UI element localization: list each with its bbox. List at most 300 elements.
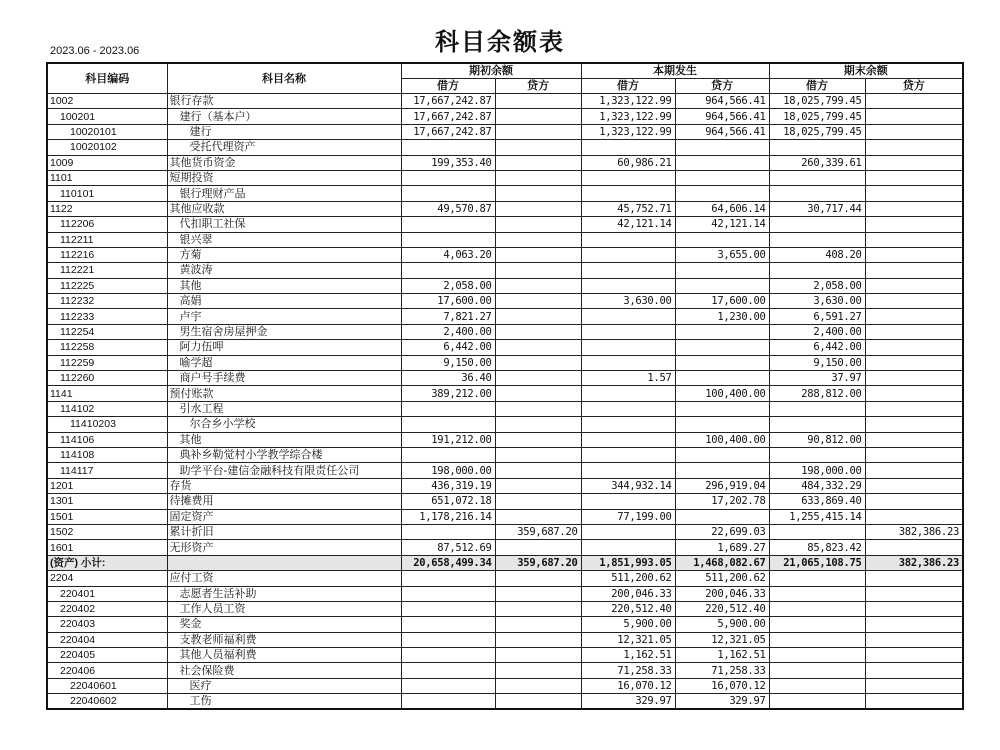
table-row: [47, 478, 963, 493]
closing-debit-cell: 9,150.00: [769, 355, 865, 370]
account-name: 银行存款: [167, 94, 401, 109]
table-row: [47, 109, 963, 124]
current-credit-cell: 1,230.00: [675, 309, 769, 324]
account-code: 112232: [47, 294, 167, 309]
account-code: 220404: [47, 632, 167, 647]
table-row: [47, 386, 963, 401]
table-row: [47, 217, 963, 232]
current-debit-cell: [581, 232, 675, 247]
current-credit-cell: 5,900.00: [675, 617, 769, 632]
current-debit-cell: 1,323,122.99: [581, 109, 675, 124]
account-code: 1501: [47, 509, 167, 524]
header-closing-debit: 借方: [769, 79, 865, 94]
opening-debit-cell: 651,072.18: [401, 494, 495, 509]
opening-debit-cell: 17,667,242.87: [401, 109, 495, 124]
account-name: 存货: [167, 478, 401, 493]
opening-credit-cell: [495, 432, 581, 447]
table-row: [47, 648, 963, 663]
closing-credit-cell: [865, 340, 963, 355]
closing-debit-cell: 2,400.00: [769, 324, 865, 339]
header-opening: 期初余额: [401, 63, 581, 79]
table-row: [47, 678, 963, 693]
table-row: [47, 355, 963, 370]
current-credit-cell: [675, 417, 769, 432]
table-row: [47, 186, 963, 201]
closing-debit-cell: 18,025,799.45: [769, 124, 865, 139]
closing-debit-cell: [769, 217, 865, 232]
account-name: 方菊: [167, 247, 401, 262]
opening-credit-cell: [495, 232, 581, 247]
current-debit-cell: 16,070.12: [581, 678, 675, 693]
account-code: 114102: [47, 401, 167, 416]
header-opening-credit: 贷方: [495, 79, 581, 94]
opening-debit-cell: 17,667,242.87: [401, 94, 495, 109]
account-code: 11410203: [47, 417, 167, 432]
account-name: [167, 555, 401, 570]
opening-debit-cell: [401, 217, 495, 232]
closing-credit-cell: [865, 540, 963, 555]
table-row: [47, 155, 963, 170]
table-row: [47, 463, 963, 478]
table-row: [47, 124, 963, 139]
current-credit-cell: 200,046.33: [675, 586, 769, 601]
closing-credit-cell: [865, 509, 963, 524]
account-name: 典补乡勒觉村小学教学综合楼: [167, 447, 401, 462]
opening-debit-cell: 199,353.40: [401, 155, 495, 170]
opening-debit-cell: 198,000.00: [401, 463, 495, 478]
current-credit-cell: [675, 155, 769, 170]
account-code: 112258: [47, 340, 167, 355]
account-name: 高娟: [167, 294, 401, 309]
account-name: 喻学超: [167, 355, 401, 370]
current-credit-cell: [675, 263, 769, 278]
closing-debit-cell: 6,591.27: [769, 309, 865, 324]
closing-debit-cell: [769, 140, 865, 155]
current-credit-cell: 220,512.40: [675, 601, 769, 616]
opening-credit-cell: [495, 678, 581, 693]
opening-credit-cell: [495, 247, 581, 262]
opening-credit-cell: [495, 648, 581, 663]
table-row: [47, 540, 963, 555]
closing-debit-cell: 408.20: [769, 247, 865, 262]
closing-debit-cell: [769, 586, 865, 601]
account-name: 应付工资: [167, 571, 401, 586]
opening-debit-cell: [401, 186, 495, 201]
closing-debit-cell: [769, 186, 865, 201]
opening-debit-cell: [401, 524, 495, 539]
closing-debit-cell: 37.97: [769, 371, 865, 386]
current-debit-cell: 3,630.00: [581, 294, 675, 309]
account-code: 100201: [47, 109, 167, 124]
closing-debit-cell: [769, 571, 865, 586]
closing-credit-cell: [865, 586, 963, 601]
opening-credit-cell: [495, 155, 581, 170]
current-credit-cell: 964,566.41: [675, 109, 769, 124]
opening-debit-cell: 20,658,499.34: [401, 555, 495, 570]
closing-credit-cell: [865, 278, 963, 293]
account-name: 其他应收款: [167, 201, 401, 216]
current-credit-cell: 511,200.62: [675, 571, 769, 586]
current-credit-cell: [675, 447, 769, 462]
account-code: 110101: [47, 186, 167, 201]
report-period: 2023.06 - 2023.06: [50, 45, 140, 57]
closing-debit-cell: [769, 632, 865, 647]
account-name: 工伤: [167, 694, 401, 710]
account-code: 1002: [47, 94, 167, 109]
closing-credit-cell: [865, 648, 963, 663]
opening-debit-cell: [401, 632, 495, 647]
closing-credit-cell: [865, 294, 963, 309]
account-name: 银行理财产品: [167, 186, 401, 201]
current-debit-cell: 1,323,122.99: [581, 94, 675, 109]
current-credit-cell: 17,202.78: [675, 494, 769, 509]
account-name: 待摊费用: [167, 494, 401, 509]
account-code: 220403: [47, 617, 167, 632]
closing-credit-cell: [865, 355, 963, 370]
current-debit-cell: 1,162.51: [581, 648, 675, 663]
closing-debit-cell: 90,812.00: [769, 432, 865, 447]
closing-credit-cell: [865, 155, 963, 170]
balance-table: [46, 62, 964, 710]
closing-debit-cell: [769, 648, 865, 663]
opening-debit-cell: 87,512.69: [401, 540, 495, 555]
closing-credit-cell: [865, 447, 963, 462]
closing-credit-cell: [865, 217, 963, 232]
opening-debit-cell: [401, 678, 495, 693]
closing-debit-cell: 198,000.00: [769, 463, 865, 478]
closing-debit-cell: [769, 263, 865, 278]
opening-credit-cell: [495, 340, 581, 355]
current-credit-cell: [675, 278, 769, 293]
opening-credit-cell: [495, 371, 581, 386]
account-name: 奖金: [167, 617, 401, 632]
table-row: [47, 232, 963, 247]
table-row: [47, 201, 963, 216]
current-debit-cell: 12,321.05: [581, 632, 675, 647]
current-credit-cell: 100,400.00: [675, 432, 769, 447]
opening-credit-cell: [495, 201, 581, 216]
account-code: 2204: [47, 571, 167, 586]
account-code: 220401: [47, 586, 167, 601]
table-row: [47, 586, 963, 601]
current-debit-cell: 511,200.62: [581, 571, 675, 586]
table-row: [47, 601, 963, 616]
table-row: [47, 571, 963, 586]
account-name: 尔合乡小学校: [167, 417, 401, 432]
account-code: 112206: [47, 217, 167, 232]
account-name: 商户号手续费: [167, 371, 401, 386]
closing-debit-cell: [769, 663, 865, 678]
account-name: 黄波涛: [167, 263, 401, 278]
table-row: [47, 663, 963, 678]
closing-credit-cell: [865, 371, 963, 386]
opening-credit-cell: [495, 386, 581, 401]
opening-credit-cell: [495, 617, 581, 632]
header-closing: 期末余额: [769, 63, 963, 79]
table-row: [47, 401, 963, 416]
header-code: 科目编码: [47, 63, 167, 94]
opening-credit-cell: [495, 170, 581, 185]
closing-credit-cell: [865, 617, 963, 632]
opening-credit-cell: [495, 355, 581, 370]
current-debit-cell: 344,932.14: [581, 478, 675, 493]
closing-debit-cell: [769, 417, 865, 432]
opening-credit-cell: [495, 217, 581, 232]
account-code: 1009: [47, 155, 167, 170]
opening-credit-cell: [495, 94, 581, 109]
current-debit-cell: 200,046.33: [581, 586, 675, 601]
closing-credit-cell: [865, 601, 963, 616]
current-debit-cell: [581, 386, 675, 401]
current-debit-cell: [581, 524, 675, 539]
closing-credit-cell: [865, 494, 963, 509]
current-debit-cell: [581, 309, 675, 324]
closing-debit-cell: 484,332.29: [769, 478, 865, 493]
opening-debit-cell: 389,212.00: [401, 386, 495, 401]
current-credit-cell: [675, 186, 769, 201]
current-debit-cell: [581, 247, 675, 262]
opening-credit-cell: [495, 694, 581, 710]
current-credit-cell: 296,919.04: [675, 478, 769, 493]
current-credit-cell: [675, 140, 769, 155]
account-code: 22040601: [47, 678, 167, 693]
closing-credit-cell: [865, 632, 963, 647]
account-code: 114117: [47, 463, 167, 478]
closing-credit-cell: [865, 309, 963, 324]
closing-credit-cell: [865, 94, 963, 109]
account-code: 112211: [47, 232, 167, 247]
current-debit-cell: 77,199.00: [581, 509, 675, 524]
opening-debit-cell: [401, 401, 495, 416]
account-name: 医疗: [167, 678, 401, 693]
closing-debit-cell: [769, 678, 865, 693]
account-code: 1101: [47, 170, 167, 185]
current-debit-cell: [581, 463, 675, 478]
current-credit-cell: [675, 355, 769, 370]
opening-credit-cell: [495, 140, 581, 155]
table-row: [47, 371, 963, 386]
opening-credit-cell: [495, 309, 581, 324]
current-debit-cell: [581, 447, 675, 462]
opening-credit-cell: [495, 632, 581, 647]
current-debit-cell: 220,512.40: [581, 601, 675, 616]
opening-debit-cell: [401, 694, 495, 710]
opening-credit-cell: [495, 601, 581, 616]
opening-credit-cell: [495, 294, 581, 309]
account-name: 建行: [167, 124, 401, 139]
opening-credit-cell: [495, 509, 581, 524]
closing-debit-cell: 288,812.00: [769, 386, 865, 401]
opening-debit-cell: 2,058.00: [401, 278, 495, 293]
current-credit-cell: 3,655.00: [675, 247, 769, 262]
closing-debit-cell: 18,025,799.45: [769, 109, 865, 124]
opening-debit-cell: 9,150.00: [401, 355, 495, 370]
current-credit-cell: [675, 232, 769, 247]
opening-credit-cell: [495, 494, 581, 509]
account-code: 112216: [47, 247, 167, 262]
current-debit-cell: 1,851,993.05: [581, 555, 675, 570]
table-row: [47, 170, 963, 185]
current-credit-cell: 71,258.33: [675, 663, 769, 678]
current-debit-cell: 329.97: [581, 694, 675, 710]
table-row: [47, 509, 963, 524]
opening-credit-cell: [495, 571, 581, 586]
opening-credit-cell: [495, 186, 581, 201]
current-debit-cell: 45,752.71: [581, 201, 675, 216]
table-row: [47, 694, 963, 710]
table-row: [47, 417, 963, 432]
account-code: 1301: [47, 494, 167, 509]
current-credit-cell: 12,321.05: [675, 632, 769, 647]
current-debit-cell: 71,258.33: [581, 663, 675, 678]
opening-debit-cell: [401, 663, 495, 678]
current-debit-cell: [581, 278, 675, 293]
table-row: [47, 324, 963, 339]
account-code: 10020102: [47, 140, 167, 155]
current-debit-cell: 1.57: [581, 371, 675, 386]
closing-credit-cell: [865, 124, 963, 139]
closing-credit-cell: [865, 201, 963, 216]
account-code: 220402: [47, 601, 167, 616]
header-name: 科目名称: [167, 63, 401, 94]
opening-debit-cell: 1,178,216.14: [401, 509, 495, 524]
account-code: 114106: [47, 432, 167, 447]
current-debit-cell: [581, 432, 675, 447]
current-debit-cell: [581, 355, 675, 370]
current-debit-cell: [581, 494, 675, 509]
account-name: 短期投资: [167, 170, 401, 185]
current-credit-cell: [675, 170, 769, 185]
account-code: 1502: [47, 524, 167, 539]
current-debit-cell: [581, 186, 675, 201]
opening-credit-cell: [495, 447, 581, 462]
table-row: [47, 263, 963, 278]
closing-credit-cell: [865, 140, 963, 155]
table-row: [47, 140, 963, 155]
opening-debit-cell: 6,442.00: [401, 340, 495, 355]
closing-credit-cell: [865, 263, 963, 278]
current-credit-cell: 1,689.27: [675, 540, 769, 555]
closing-debit-cell: [769, 447, 865, 462]
current-credit-cell: [675, 401, 769, 416]
current-credit-cell: [675, 371, 769, 386]
account-name: 社会保险费: [167, 663, 401, 678]
current-credit-cell: 1,162.51: [675, 648, 769, 663]
opening-credit-cell: [495, 109, 581, 124]
account-name: 受托代理资产: [167, 140, 401, 155]
table-row: [47, 447, 963, 462]
opening-credit-cell: [495, 417, 581, 432]
table-row: [47, 309, 963, 324]
opening-credit-cell: [495, 663, 581, 678]
table-header: [47, 63, 963, 94]
account-code: 220405: [47, 648, 167, 663]
closing-debit-cell: 3,630.00: [769, 294, 865, 309]
opening-credit-cell: [495, 263, 581, 278]
closing-debit-cell: 30,717.44: [769, 201, 865, 216]
account-name: 累计折旧: [167, 524, 401, 539]
account-name: 助学平台-建信金融科技有限责任公司: [167, 463, 401, 478]
table-row: [47, 617, 963, 632]
account-name: 支教老师福利费: [167, 632, 401, 647]
account-name: 其他: [167, 278, 401, 293]
account-code: 1201: [47, 478, 167, 493]
account-name: 固定资产: [167, 509, 401, 524]
closing-credit-cell: [865, 324, 963, 339]
current-debit-cell: [581, 417, 675, 432]
current-credit-cell: 100,400.00: [675, 386, 769, 401]
opening-credit-cell: [495, 278, 581, 293]
closing-debit-cell: 2,058.00: [769, 278, 865, 293]
header-current-debit: 借方: [581, 79, 675, 94]
current-debit-cell: 5,900.00: [581, 617, 675, 632]
current-debit-cell: [581, 540, 675, 555]
account-name: 建行（基本户）: [167, 109, 401, 124]
closing-credit-cell: [865, 571, 963, 586]
opening-debit-cell: [401, 263, 495, 278]
current-credit-cell: [675, 463, 769, 478]
closing-credit-cell: [865, 678, 963, 693]
closing-debit-cell: [769, 601, 865, 616]
opening-debit-cell: [401, 170, 495, 185]
opening-credit-cell: [495, 324, 581, 339]
closing-debit-cell: 633,869.40: [769, 494, 865, 509]
opening-credit-cell: [495, 586, 581, 601]
opening-debit-cell: [401, 586, 495, 601]
account-name: 其他货币资金: [167, 155, 401, 170]
table-row: [47, 632, 963, 647]
current-credit-cell: 16,070.12: [675, 678, 769, 693]
closing-debit-cell: [769, 694, 865, 710]
account-code: 10020101: [47, 124, 167, 139]
closing-credit-cell: [865, 170, 963, 185]
table-row: [47, 94, 963, 109]
current-credit-cell: [675, 324, 769, 339]
opening-credit-cell: [495, 401, 581, 416]
account-name: 银兴翠: [167, 232, 401, 247]
closing-debit-cell: [769, 170, 865, 185]
closing-credit-cell: [865, 401, 963, 416]
closing-debit-cell: [769, 232, 865, 247]
current-debit-cell: [581, 340, 675, 355]
closing-credit-cell: [865, 478, 963, 493]
table-row: [47, 432, 963, 447]
opening-debit-cell: [401, 617, 495, 632]
closing-credit-cell: [865, 109, 963, 124]
opening-debit-cell: 17,667,242.87: [401, 124, 495, 139]
opening-debit-cell: [401, 232, 495, 247]
account-code: 1601: [47, 540, 167, 555]
current-credit-cell: 964,566.41: [675, 124, 769, 139]
account-name: 其他: [167, 432, 401, 447]
account-name: 工作人员工资: [167, 601, 401, 616]
account-name: 志愿者生活补助: [167, 586, 401, 601]
opening-credit-cell: [495, 478, 581, 493]
opening-debit-cell: 4,063.20: [401, 247, 495, 262]
closing-credit-cell: [865, 186, 963, 201]
opening-credit-cell: [495, 540, 581, 555]
current-debit-cell: [581, 170, 675, 185]
account-name: 无形资产: [167, 540, 401, 555]
account-code: 112225: [47, 278, 167, 293]
current-credit-cell: 64,606.14: [675, 201, 769, 216]
account-code: 22040602: [47, 694, 167, 710]
opening-debit-cell: 191,212.00: [401, 432, 495, 447]
account-name: 男生宿舍房屋押金: [167, 324, 401, 339]
closing-debit-cell: 6,442.00: [769, 340, 865, 355]
header-current: 本期发生: [581, 63, 769, 79]
closing-debit-cell: [769, 617, 865, 632]
